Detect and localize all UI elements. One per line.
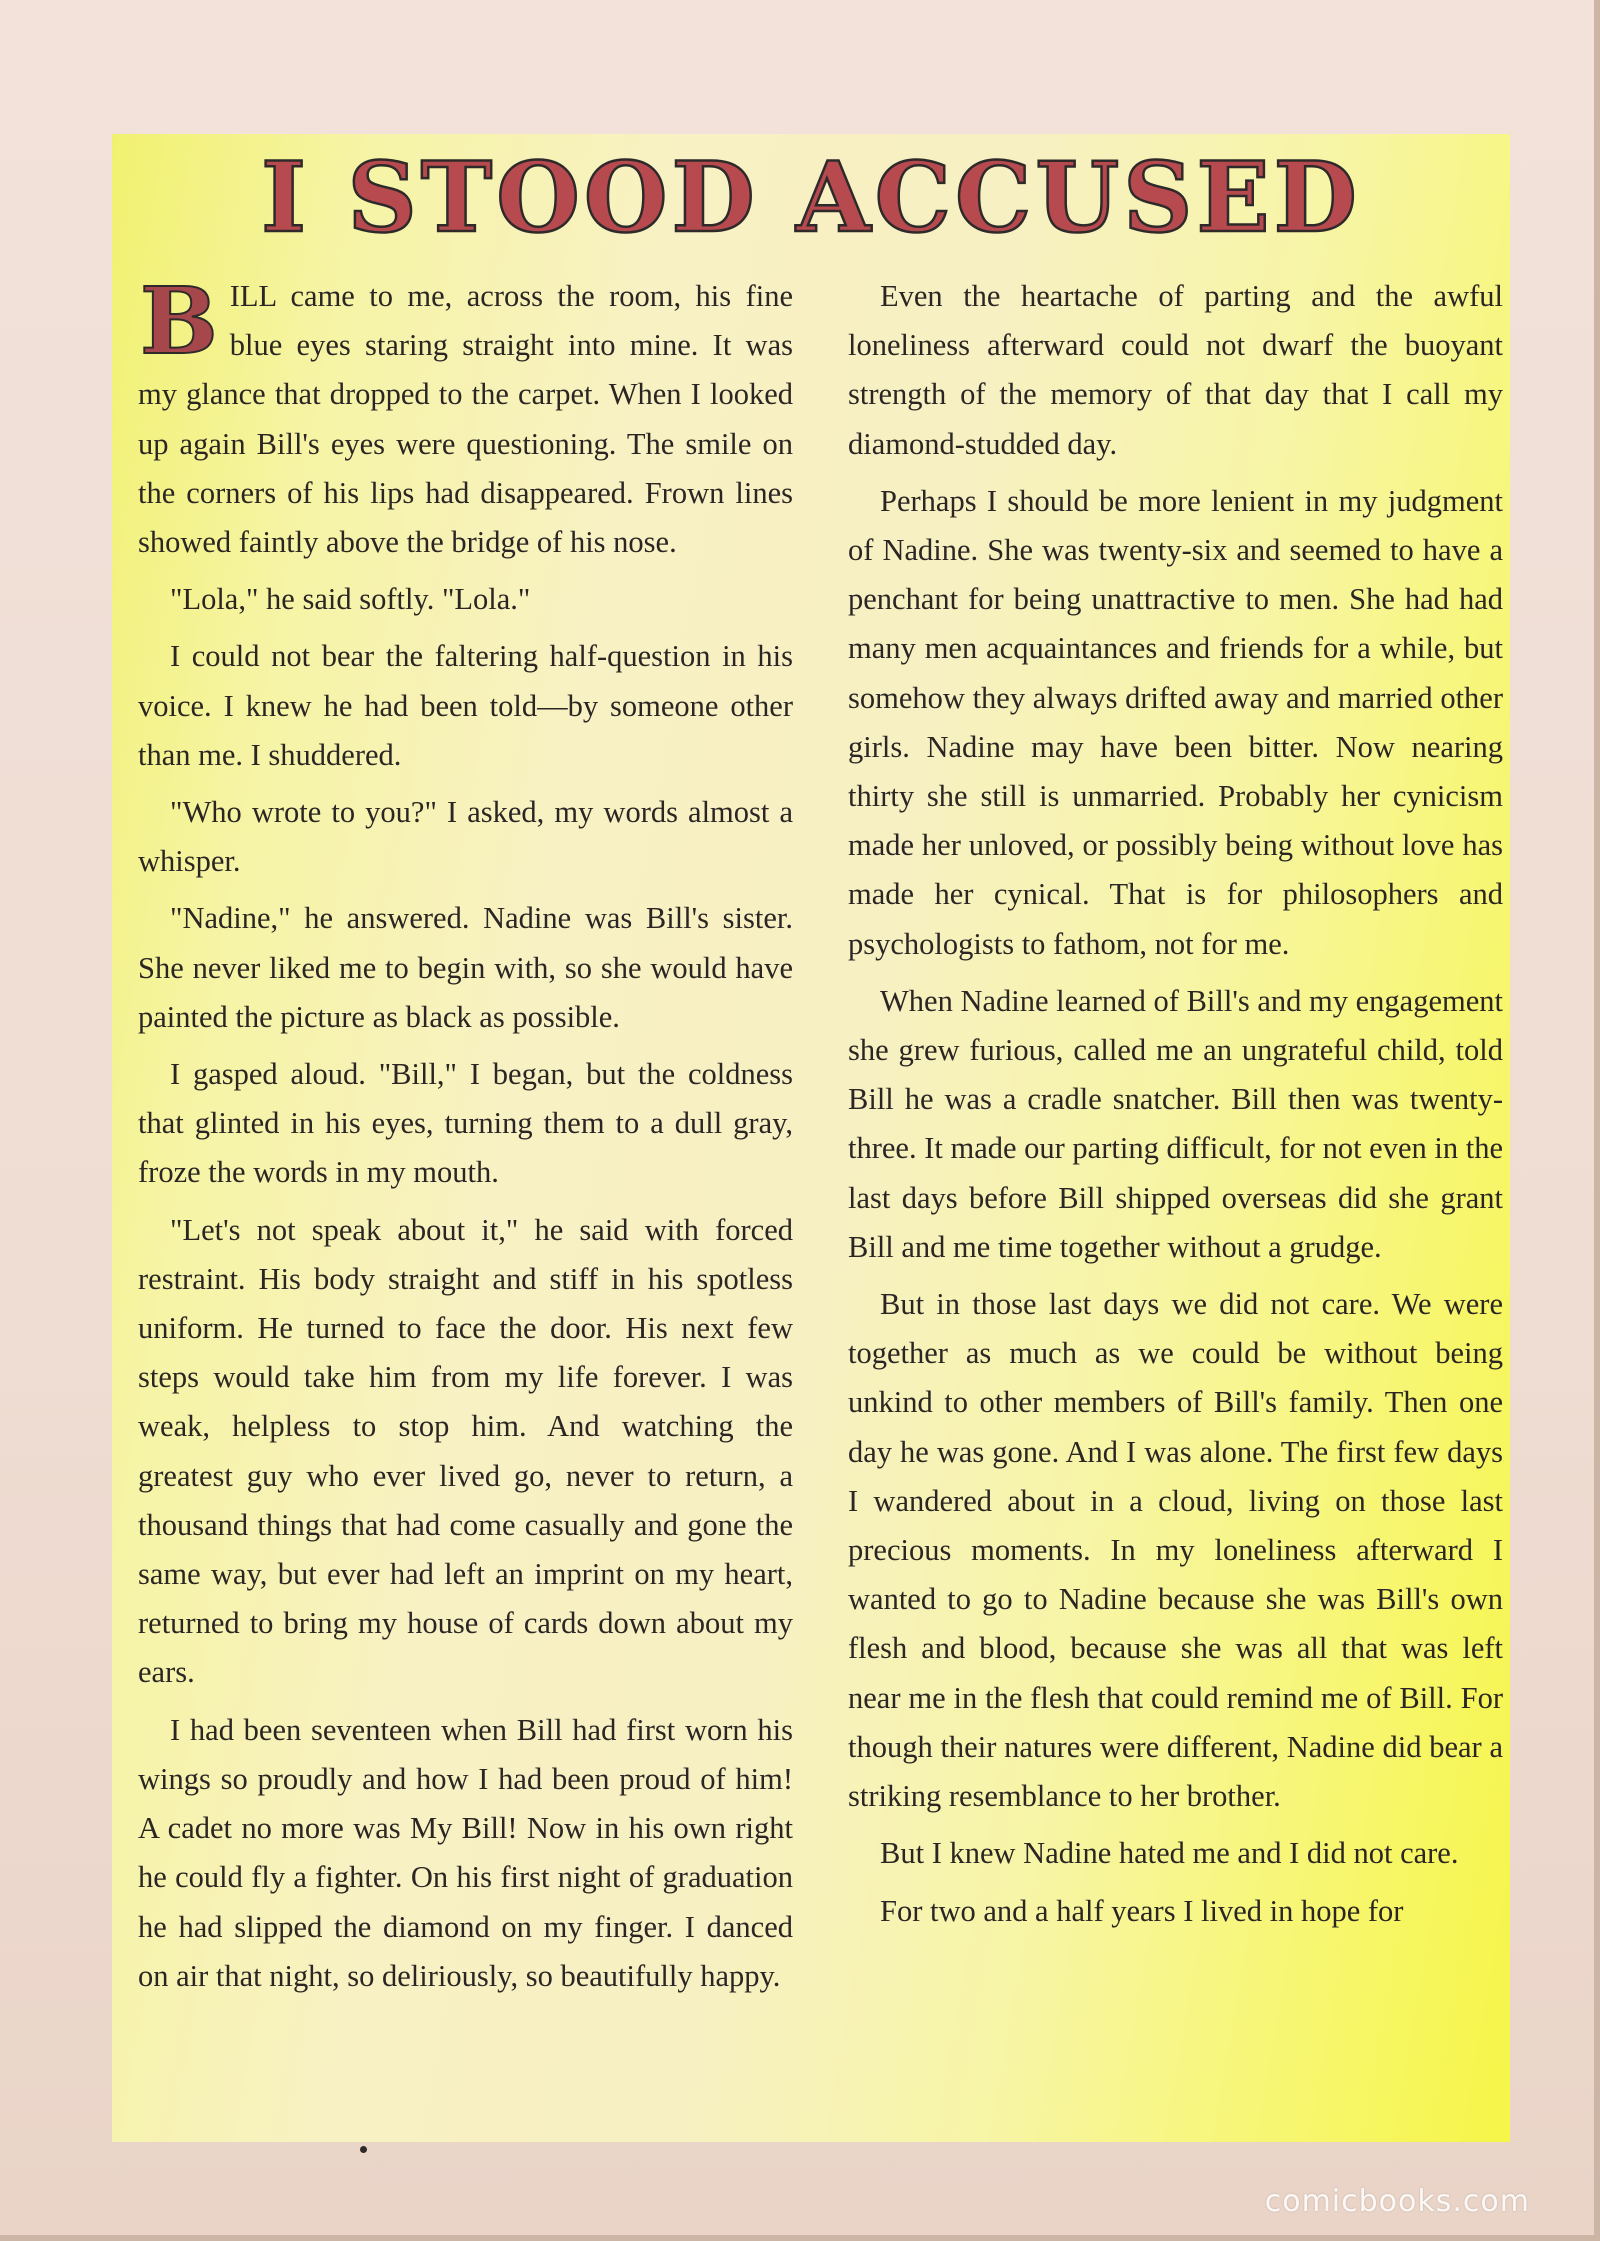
first-paragraph [138,267,793,567]
left-text-column [138,267,793,2009]
right-paragraph: For two and a half years I lived in hope for [880,1893,1404,1928]
drop-cap: B [140,267,218,375]
right-paragraph: But I knew Nadine hated me and I did not care. [880,1836,1459,1871]
watermark-text: comicbooks.com [1264,2184,1530,2219]
left-paragraph: I had been seventeen when Bill had first worn his wings so proudly and how I had been proud of him! A cadet no more was My Bill! Now in his own right he could fly a fighter. On his first night of graduation he had slipped the diamond on my finger. I danced on air that night, so deliriously, so beautifully happy. [138,1712,793,1993]
story-title: I STOOD ACCUSED [261,141,1361,254]
left-paragraph: "Let's not speak about it," he said with forced restraint. His body straight and stiff in his spotless uniform. He turned to face the door. His next few steps would take him from my life forever. I was weak, helpless to stop him. And watching the greatest guy who ever lived go, never to return, a thousand things that had come casually and gone the same way, but ever had left an imprint on my heart, returned to bring my house of cards down about my ears. [138,1212,793,1690]
page-edge-bottom [0,2235,1600,2241]
left-paragraph: I gasped aloud. "Bill," I began, but the coldness that glinted in his eyes, turning them to a dull gray, froze the words in my mouth. [138,1057,793,1190]
first-paragraph-text: ILL came to me, across the room, his fine blue eyes staring straight into mine. It was my glance that dropped to the carpet. When I looked up again Bill's eyes were questioning. The smile on the corners of his lips had disappeared. Frown lines showed faintly above the bridge of his nose. [138,279,793,560]
left-paragraph: "Nadine," he answered. Nadine was Bill's sister. She never liked me to begin with, so she would have painted the picture as black as possible. [138,901,793,1034]
right-paragraph: When Nadine learned of Bill's and my engagement she grew furious, called me an ungrateful child, told Bill he was a cradle snatcher. Bill then was twenty-three. It made our parting difficult, for not even in the last days before Bill shipped overseas did she grant Bill and me time together without a grudge. [848,983,1503,1264]
right-paragraph: Perhaps I should be more lenient in my judgment of Nadine. She was twenty-six and seemed to have a penchant for being unattractive to men. She had had many men acquaintances and friends for a while, but somehow they always drifted away and married other girls. Nadine may have been bitter. Now nearing thirty she still is unmarried. Probably her cynicism made her unloved, or possibly being without love has made her cynical. That is for philosophers and psychologists to fathom, not for me. [848,483,1503,961]
right-paragraph: Even the heartache of parting and the awful loneliness afterward could not dwarf the buoyant strength of the memory of that day that I call my diamond-studded day. [848,279,1503,461]
right-text-column [848,272,1503,1944]
right-paragraph: But in those last days we did not care. We were together as much as we could be without being unkind to other members of Bill's family. Then one day he was gone. And I was alone. The first few days I wandered about in a cloud, living on those last precious moments. In my loneliness afterward I wanted to go to Nadine because she was Bill's own flesh and blood, because she was all that was left near me in the flesh that could remind me of Bill. For though their natures were different, Nadine did bear a striking resemblance to her brother. [848,1287,1503,1814]
ink-speck [360,2146,367,2153]
page-edge-right [1594,0,1600,2241]
left-paragraph: "Who wrote to you?" I asked, my words almost a whisper. [138,795,793,879]
left-paragraph: I could not bear the faltering half-question in his voice. I knew he had been told—by someone other than me. I shuddered. [138,639,793,772]
left-paragraph: "Lola," he said softly. "Lola." [170,582,531,617]
